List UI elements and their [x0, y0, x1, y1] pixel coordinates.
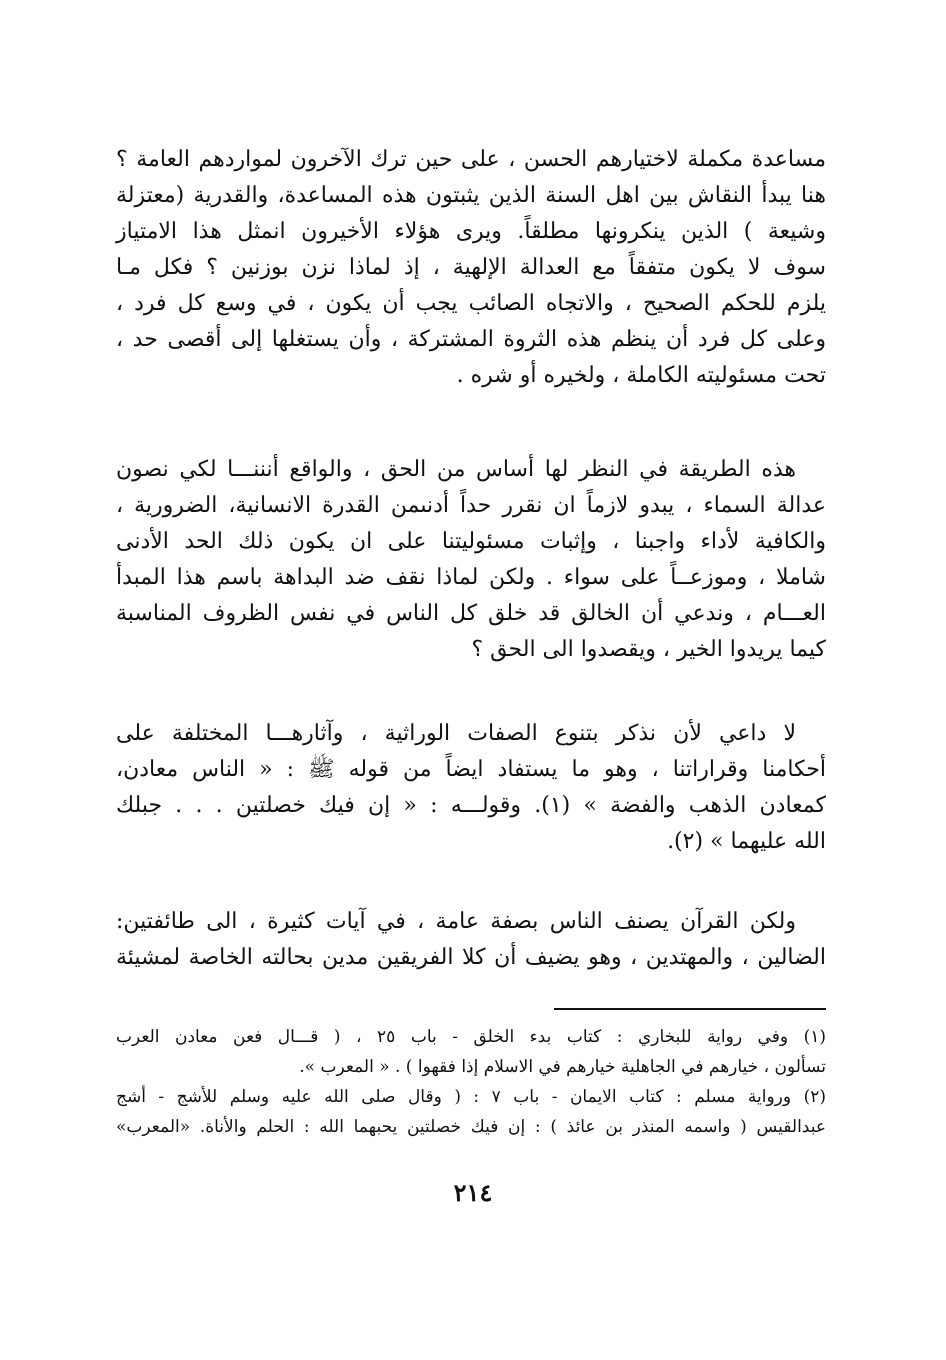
text-line: شاملا ، وموزعــاً على سواء . ولكن لماذا نقف ضد البداهة باسم هذا المبدأ — [116, 565, 826, 590]
text-line: كمعادن الذهب والفضة » (١). وقولـــه : « إن فيك خصلتين . . . جبلك — [116, 793, 826, 818]
text-line: الضالين ، والمهتدين ، وهو يضيف أن كلا الفريقين مدين بحالته الخاصة لمشيئة — [116, 945, 826, 970]
footnote-divider — [554, 1008, 826, 1010]
text-line: والكافية لأداء واجبنا ، وإثبات مسئوليتنا على ان يكون ذلك الحد الأدنى — [116, 529, 826, 554]
footnotes — [116, 1022, 826, 1142]
text-line: هنا يبدأ النقاش بين اهل السنة الذين يثبتون هذه المساعدة، والقدرية (معتزلة — [116, 183, 826, 208]
text-line: الله عليهما » (٢). — [667, 829, 826, 854]
text-line: سوف لا يكون متفقاً مع العدالة الإلهية ، إذ لماذا نزن بوزنين ؟ فكل مـا — [116, 255, 826, 280]
text-line: عدالة السماء ، يبدو لازماً ان نقرر حداً أدنىمن القدرة الانسانية، الضرورية ، — [116, 493, 826, 518]
footnote-line: (١) وفي رواية للبخاري : كتاب بدء الخلق - باب ٢٥ ، ( قـــال فعن معادن العرب — [116, 1027, 826, 1047]
paragraph-4 — [116, 904, 826, 976]
text-line: العـــام ، وندعي أن الخالق قد خلق كل الناس في نفس الظروف المناسبة — [116, 601, 826, 626]
page-number: ٢١٤ — [453, 1178, 493, 1207]
paragraph-3 — [116, 716, 826, 860]
text-line: يلزم للحكم الصحيح ، والاتجاه الصائب يجب أن يكون ، في وسع كل فرد ، — [116, 291, 826, 316]
text-line: هذه الطريقة في النظر لها أساس من الحق ، والواقع أنننـــا لكي نصون — [116, 457, 796, 482]
text-line: لا داعي لأن نذكر بتنوع الصفات الوراثية ، وآثارهـــا المختلفة على — [116, 721, 796, 746]
footnote-line: (٢) ورواية مسلم : كتاب الايمان - باب ٧ : ( وقال صلى الله عليه وسلم للأشج - أشج — [116, 1087, 827, 1107]
paragraph-2 — [116, 452, 826, 668]
text-line: وشيعة ) الذين ينكرونها مطلقاً. ويرى هؤلاء الأخيرون انمثل هذا الامتياز — [116, 219, 826, 244]
text-line: كيما يريدوا الخير ، ويقصدوا الى الحق ؟ — [471, 637, 826, 662]
paragraph-1 — [116, 142, 826, 394]
footnote-line: عبدالقيس ( واسمه المنذر بن عائذ ) : إن فيك خصلتين يحبهما الله : الحلم والأناة. «المعرب» — [116, 1117, 826, 1137]
footnote-line: تسألون ، خيارهم في الجاهلية خيارهم في الاسلام إذا فقهوا ) . « المعرب ». — [299, 1057, 826, 1077]
text-line: أحكامنا وقراراتنا ، وهو ما يستفاد ايضاً من قوله ﷺ : « الناس معادن، — [116, 757, 826, 782]
text-line: ولكن القرآن يصنف الناس بصفة عامة ، في آيات كثيرة ، الى طائفتين: — [116, 909, 796, 934]
text-line: مساعدة مكملة لاختيارهم الحسن ، على حين ترك الآخرون لمواردهم العامة ؟ — [116, 147, 826, 172]
text-line: وعلى كل فرد أن ينظم هذه الثروة المشتركة ، وأن يستغلها إلى أقصى حد ، — [116, 327, 826, 352]
text-line: تحت مسئوليته الكاملة ، ولخيره أو شره . — [456, 363, 826, 388]
